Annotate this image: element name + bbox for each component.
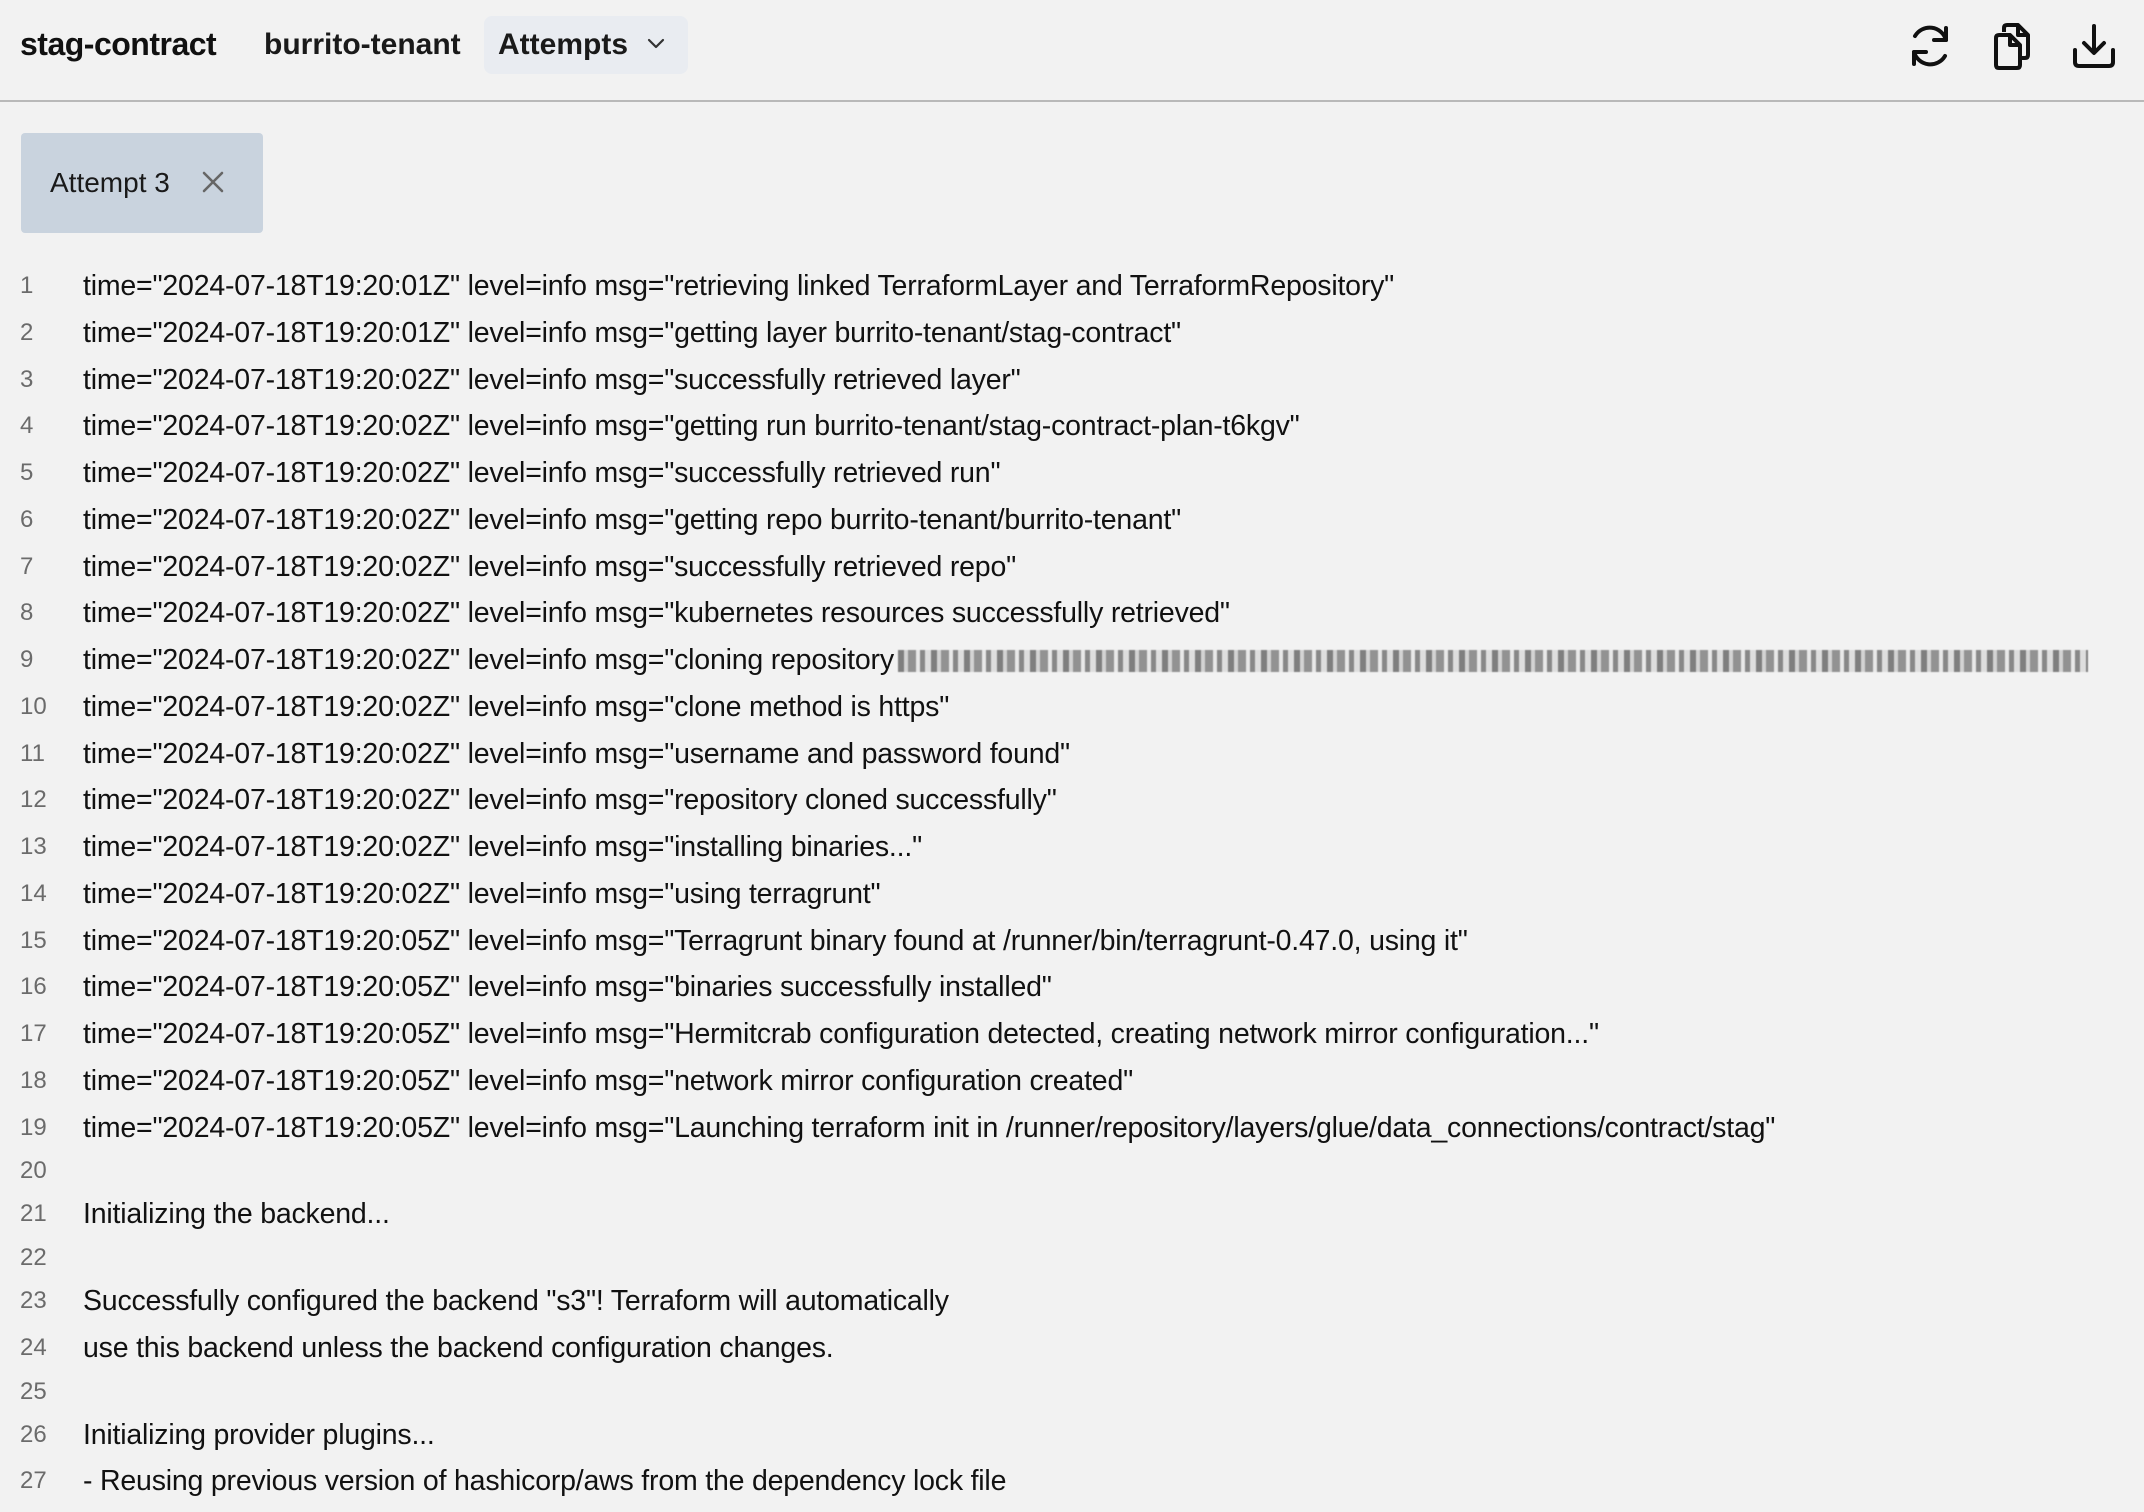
line-number: 20 xyxy=(20,1157,47,1185)
top-bar xyxy=(0,0,2144,102)
attempts-dropdown[interactable] xyxy=(484,16,688,74)
line-number: 17 xyxy=(20,1020,47,1047)
log-line xyxy=(0,1372,2144,1412)
line-number: 2 xyxy=(20,318,34,346)
log-text-content: time="2024-07-18T19:20:05Z" level=info msg="binaries successfully installed" xyxy=(83,971,1052,1004)
line-number: 12 xyxy=(20,786,47,814)
log-line xyxy=(0,871,2144,918)
line-number: 19 xyxy=(20,1113,47,1141)
line-number: 16 xyxy=(20,973,47,1001)
line-number: 5 xyxy=(20,459,34,486)
line-number: 24 xyxy=(20,1333,47,1361)
line-number: 15 xyxy=(20,926,47,954)
log-text-content: time="2024-07-18T19:20:02Z" level=info msg="getting repo burrito-tenant/burrito-tenant" xyxy=(83,503,1182,536)
log-line xyxy=(0,1011,2144,1058)
log-text xyxy=(83,1325,834,1372)
log-text-content: time="2024-07-18T19:20:02Z" level=info msg="getting run burrito-tenant/stag-contract-plan-t6kgv" xyxy=(83,410,1300,443)
log-text xyxy=(83,1058,1133,1105)
chevron-down-icon xyxy=(646,34,666,54)
log-line xyxy=(0,1458,2144,1505)
log-text-content: time="2024-07-18T19:20:02Z" level=info msg="successfully retrieved layer" xyxy=(83,363,1021,396)
log-line xyxy=(0,824,2144,871)
log-line xyxy=(0,590,2144,637)
log-text xyxy=(83,731,1070,778)
log-text xyxy=(83,1278,949,1325)
log-line xyxy=(0,497,2144,544)
log-text xyxy=(83,1458,1006,1505)
log-text xyxy=(83,824,922,871)
tab-attempt-label: Attempt 3 xyxy=(50,167,170,198)
close-icon[interactable] xyxy=(199,168,227,196)
line-number: 18 xyxy=(20,1066,47,1094)
download-icon xyxy=(2066,18,2122,74)
log-text xyxy=(83,357,1021,404)
line-number: 11 xyxy=(20,739,45,767)
log-line xyxy=(0,357,2144,404)
log-line xyxy=(0,1058,2144,1105)
log-text-content: time="2024-07-18T19:20:02Z" level=info msg="username and password found" xyxy=(83,737,1070,770)
log-text-content: - Reusing previous version of hashicorp/aws from the dependency lock file xyxy=(83,1465,1007,1498)
line-number: 27 xyxy=(20,1467,47,1495)
log-line xyxy=(0,263,2144,310)
log-line xyxy=(0,964,2144,1011)
line-number: 6 xyxy=(20,505,34,533)
redacted-url xyxy=(898,650,2088,672)
log-text xyxy=(83,497,1181,544)
line-number: 3 xyxy=(20,365,34,393)
log-line xyxy=(0,1325,2144,1372)
log-line xyxy=(0,731,2144,778)
line-number: 14 xyxy=(20,879,47,907)
log-text-content: Initializing the backend... xyxy=(83,1198,390,1231)
log-text xyxy=(83,263,1394,310)
log-text xyxy=(83,777,1057,824)
log-text xyxy=(83,964,1052,1011)
refresh-icon xyxy=(1902,18,1958,74)
log-line xyxy=(0,777,2144,824)
log-text-content: use this backend unless the backend configuration changes. xyxy=(83,1331,834,1364)
layer-title: stag-contract xyxy=(20,26,217,62)
log-line xyxy=(0,310,2144,357)
line-number: 4 xyxy=(20,412,34,440)
log-text-content: time="2024-07-18T19:20:02Z" level=info msg="successfully retrieved repo" xyxy=(83,550,1017,583)
log-text xyxy=(83,1412,435,1459)
log-text xyxy=(83,637,2088,684)
line-number: 13 xyxy=(20,833,47,860)
log-text-content: time="2024-07-18T19:20:05Z" level=info msg="Launching terraform init in /runner/repository/layers/glue/data_connections/contract/stag" xyxy=(83,1111,1776,1144)
tenant-name: burrito-tenant xyxy=(264,28,461,61)
log-line xyxy=(0,918,2144,965)
log-line xyxy=(0,637,2144,684)
log-text xyxy=(83,871,880,918)
log-text-content: time="2024-07-18T19:20:02Z" level=info msg="clone method is https" xyxy=(83,690,950,723)
log-line xyxy=(0,1278,2144,1325)
log-text-content: time="2024-07-18T19:20:01Z" level=info msg="getting layer burrito-tenant/stag-contract" xyxy=(83,316,1181,349)
log-text-content: Initializing provider plugins... xyxy=(83,1418,435,1451)
log-text xyxy=(83,590,1230,637)
log-text-content: time="2024-07-18T19:20:02Z" level=info msg="kubernetes resources successfully retrieved" xyxy=(83,597,1230,630)
log-line xyxy=(0,1151,2144,1191)
log-text-content: time="2024-07-18T19:20:02Z" level=info msg="successfully retrieved run" xyxy=(83,457,1001,489)
log-viewer xyxy=(0,263,2144,1505)
tab-attempt[interactable] xyxy=(21,133,263,233)
line-number: 26 xyxy=(20,1420,47,1448)
log-text xyxy=(83,1191,390,1238)
log-text-content: time="2024-07-18T19:20:02Z" level=info msg="installing binaries..." xyxy=(83,831,922,863)
log-text xyxy=(83,544,1016,591)
log-text-content: time="2024-07-18T19:20:05Z" level=info msg="Terragrunt binary found at /runner/bin/terragrunt-0.47.0, using it" xyxy=(83,924,1468,957)
line-number: 7 xyxy=(20,552,34,580)
log-text xyxy=(83,310,1181,357)
line-number: 8 xyxy=(20,599,34,627)
log-line xyxy=(0,403,2144,450)
log-text xyxy=(83,684,949,731)
line-number: 22 xyxy=(20,1244,47,1271)
line-number: 21 xyxy=(20,1200,47,1228)
log-text-content: time="2024-07-18T19:20:01Z" level=info msg="retrieving linked TerraformLayer and TerraformRepository" xyxy=(83,270,1395,302)
log-line xyxy=(0,684,2144,731)
log-text-content: Successfully configured the backend "s3"! Terraform will automatically xyxy=(83,1285,949,1317)
log-line xyxy=(0,1191,2144,1238)
line-number: 23 xyxy=(20,1287,47,1314)
log-text xyxy=(83,450,1000,497)
log-text xyxy=(83,403,1300,450)
line-number: 25 xyxy=(20,1377,47,1405)
line-number: 1 xyxy=(20,272,34,299)
line-number: 9 xyxy=(20,646,34,673)
copy-button[interactable] xyxy=(1984,18,2040,74)
log-line xyxy=(0,450,2144,497)
attempts-dropdown-label: Attempts xyxy=(498,28,629,61)
log-text-content: time="2024-07-18T19:20:05Z" level=info msg="Hermitcrab configuration detected, creating network mirror configuration..." xyxy=(83,1018,1599,1050)
download-button[interactable] xyxy=(2066,18,2122,74)
log-text xyxy=(83,1011,1599,1058)
log-text-content: time="2024-07-18T19:20:05Z" level=info msg="network mirror configuration created" xyxy=(83,1064,1134,1097)
log-text-content: time="2024-07-18T19:20:02Z" level=info msg="repository cloned successfully" xyxy=(83,784,1057,817)
log-text xyxy=(83,918,1468,965)
line-number: 10 xyxy=(20,692,47,720)
log-line xyxy=(0,1105,2144,1152)
log-line xyxy=(0,1238,2144,1278)
log-text-content: time="2024-07-18T19:20:02Z" level=info msg="using terragrunt" xyxy=(83,877,881,910)
refresh-button[interactable] xyxy=(1902,18,1958,74)
log-text xyxy=(83,1105,1775,1152)
log-line xyxy=(0,544,2144,591)
log-line xyxy=(0,1412,2144,1459)
log-text-content: time="2024-07-18T19:20:02Z" level=info msg="cloning repository xyxy=(83,644,894,676)
copy-icon xyxy=(1984,18,2040,74)
